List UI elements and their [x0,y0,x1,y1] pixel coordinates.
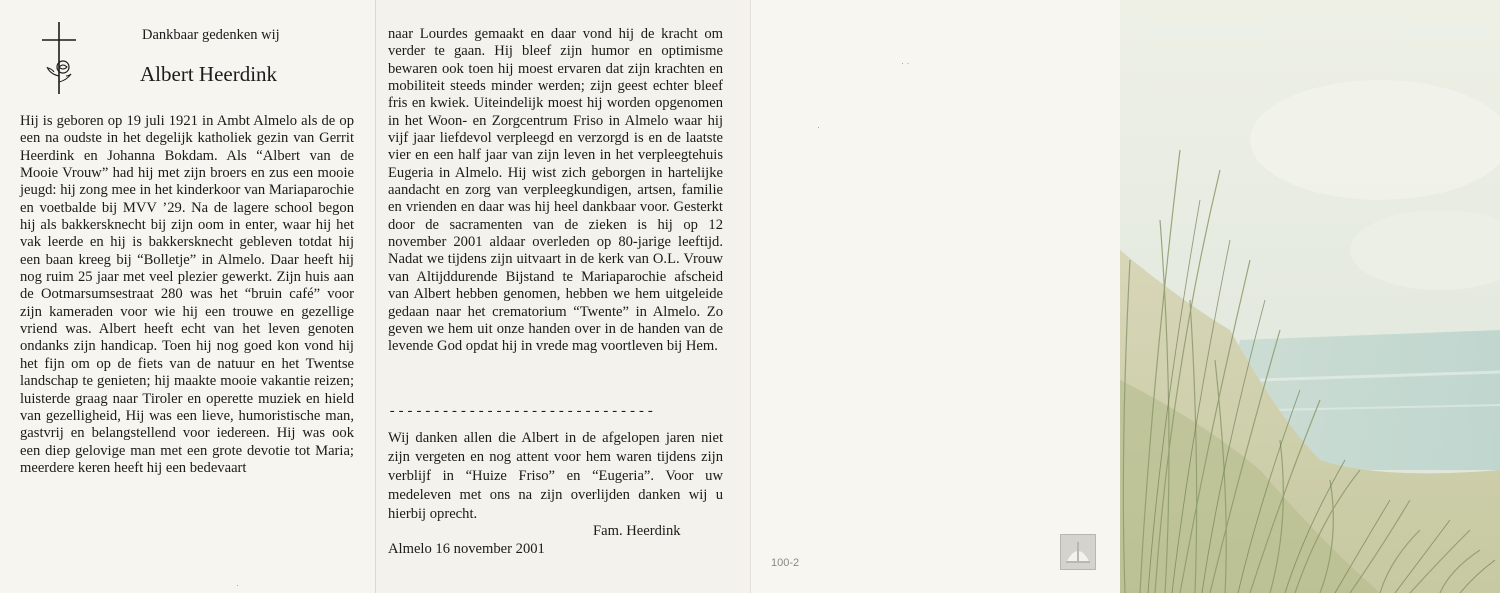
card-painting-panel [1120,0,1500,593]
card-panel-left [0,0,375,593]
card-panel-middle [375,0,751,593]
thanks-text: Wij danken allen die Albert in de afgelopen jaren niet zijn vergeten en nog attent voor hem waren tijdens zijn verblijf in “Huize Friso” en “Eugeria”. Voor uw medeleven met ons na zijn overlijden danken wij u hierbij oprecht. [388,430,723,522]
biography-text-left: Hij is geboren op 19 juli 1921 in Ambt Almelo als de op een na oudste in het degelijk katholiek gezin van Gerrit Heerdink en Johanna Bokdam. Als “Albert van de Mooie Vrouw” had hij met zijn broers en zus een mooie jeugd: hij zong mee in het kinderkoor van Mariaparochie en voetbalde bij MVV ’29. Na de lagere school begon hij als bakkersknecht bij zijn oom in enter, waar hij het vak leerde en hij is bakkersknecht gebleven totdat hij een baan kreeg bij “Bolletje” in Almelo. Daar heeft hij nog ruim 25 jaar met veel plezier gewerkt. Zijn huis aan de Ootmarsumsestraat 280 was het “bruin café” voor zijn kameraden voor wie hij een trouwe en gezellige vriend was. Albert heeft echt van het leven genoten ondanks zijn handicap. Toen hij nog goed kon vond hij het fijn om op de fiets van de natuur en het Twentse landschap te genieten; hij maakte mooie vakantie reizen; luisterde graag naar Tiroler en operette muziek en hield van gezelligheid, Hij was een lieve, humoristische man, gastvrij en belangstellend voor iedereen. Hij was ook een diep gelovige man met een grote devotie tot Maria; meerdere keren heeft hij een bedevaart [20,113,354,476]
place-date: Almelo 16 november 2001 [388,541,545,557]
deceased-name: Albert Heerdink [140,62,278,86]
header-subtitle: Dankbaar gedenken wij [142,27,280,43]
dune-grass-painting [1120,0,1500,593]
printer-logo-icon [1060,534,1096,570]
biography-text-right: naar Lourdes gemaakt en daar vond hij de kracht om verder te gaan. Hij bleef zijn humor en optimisme bewaren ook toen hij moest ervaren dat zijn krachten en mobiliteit steeds minder werden; zijn geest echter bleef fris en kwiek. Uiteindelijk moest hij worden opgenomen in het Woon- en Zorgcentrum Friso in Almelo waar hij vijf jaar liefdevol verpleegd en verzorgd is en de laatste vier en een half jaar van zijn leven in het verpleegtehuis Eugeria in Almelo. Hij wist zich geborgen in hartelijke aandacht en zorg van verpleegkundigen, artsen, familie en vrienden en daar was hij heel dankbaar voor. Gesterkt door de sacramenten van de zieken is hij op 12 november 2001 aldaar overleden op 80-jarige leeftijd. Nadat we tijdens zijn uitvaart in de kerk van O.L. Vrouw van Altijddurende Bijstand te Mariaparochie afscheid van Albert hebben genomen, hebben we hem uitgeleide gedaan naar het crematorium “Twente” in Almelo. Zo geven we hem uit onze handen over in de handen van de levende God opdat hij in vrede mag voortleven bij Hem. [388,26,723,355]
paper-speck: · [236,580,239,590]
paper-speck: · [817,122,820,132]
card-code: 100-2 [771,557,800,569]
text-divider: ------------------------------ [388,404,656,420]
card-panel-blank [750,0,1121,593]
cross-with-rose-icon [38,20,80,96]
paper-speck: · · [901,58,910,68]
family-signature: Fam. Heerdink [593,523,681,539]
